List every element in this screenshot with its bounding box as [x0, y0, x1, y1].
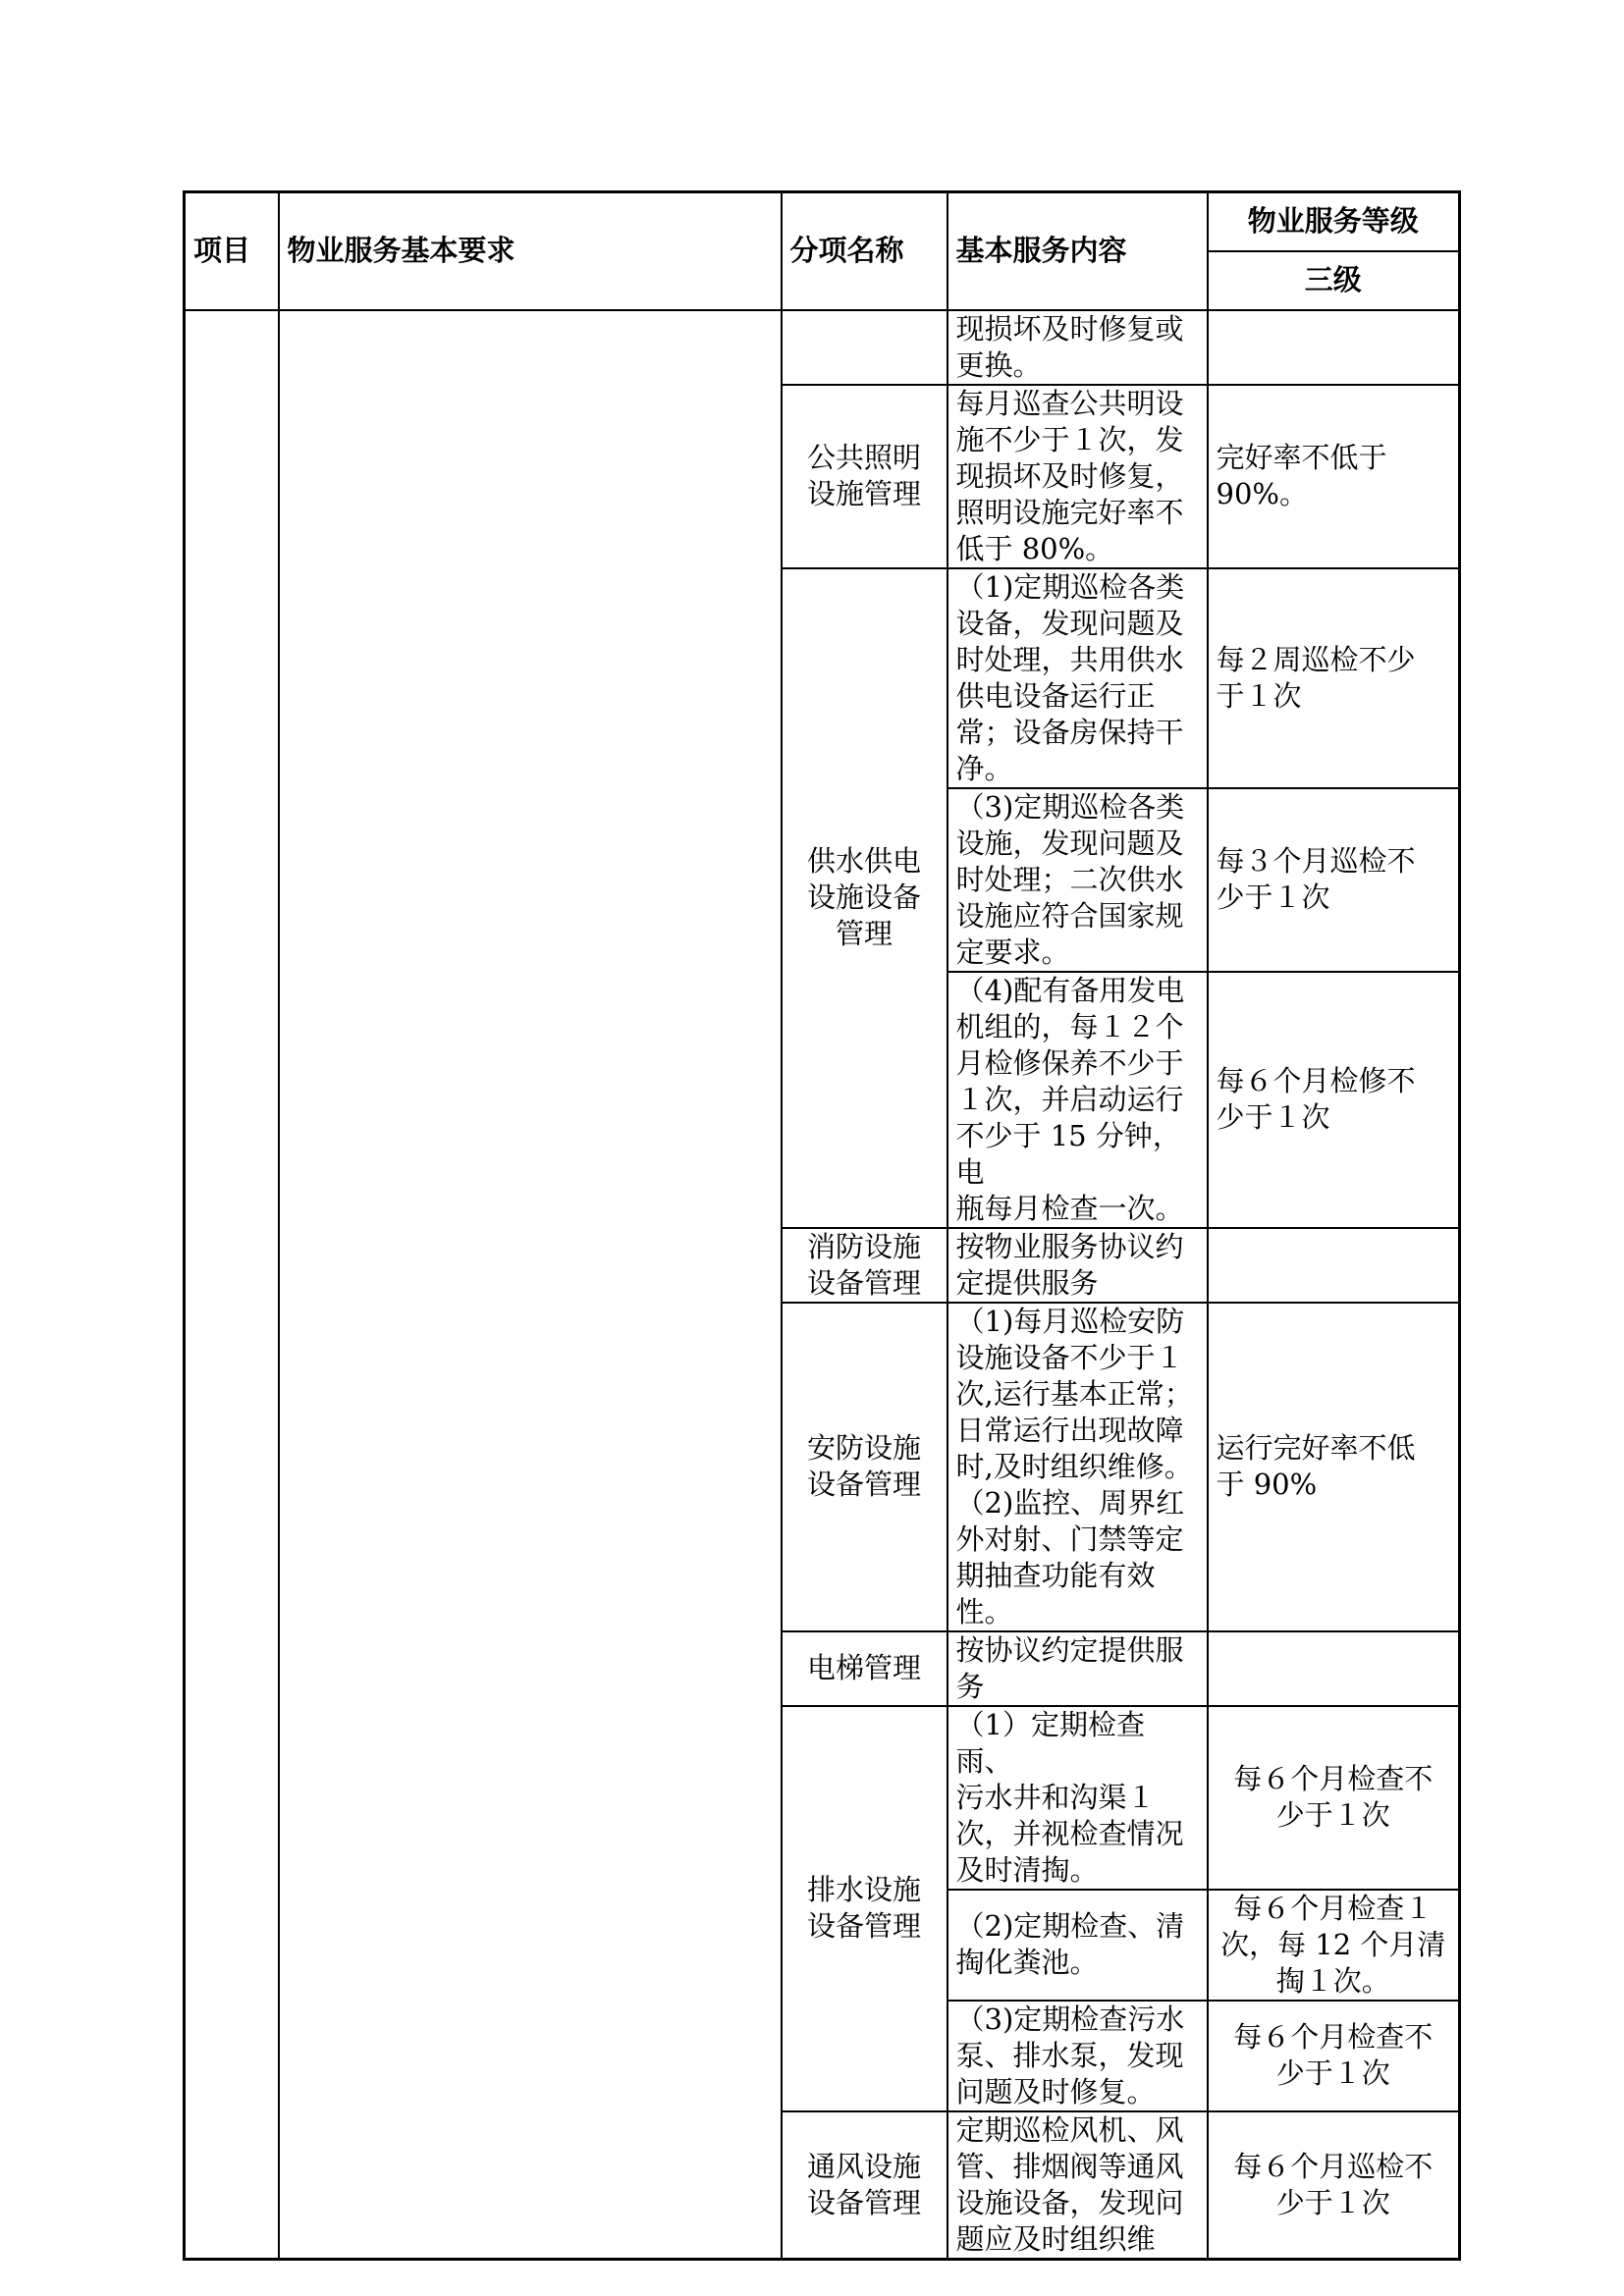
content-cell: 按物业服务协议约 定提供服务	[947, 1228, 1208, 1303]
content-cell: （3)定期检查污水 泵、排水泵，发现 问题及时修复。	[947, 2001, 1208, 2111]
content-cell: （2)定期检查、清 掏化粪池。	[947, 1890, 1208, 2001]
grade-cell: 每６个月检查不 少于１次	[1208, 1706, 1460, 1890]
grade-cell: 每６个月检修不 少于１次	[1208, 972, 1460, 1228]
sub-item-cell: 电梯管理	[782, 1631, 947, 1706]
content-cell: （1)每月巡检安防 设施设备不少于１ 次,运行基本正常； 日常运行出现故障 时,及时组织维修。 （2)监控、周界红 外对射、门禁等定 期抽查功能有效 性。	[947, 1303, 1208, 1631]
sub-item-cell: 通风设施 设备管理	[782, 2111, 947, 2260]
content-cell: （3)定期巡检各类 设施，发现问题及 时处理；二次供水 设施应符合国家规 定要求。	[947, 788, 1208, 972]
content-cell: 定期巡检风机、风 管、排烟阀等通风 设施设备，发现问 题应及时组织维	[947, 2111, 1208, 2260]
grade-cell: 每６个月巡检不 少于１次	[1208, 2111, 1460, 2260]
table-row	[185, 310, 1460, 385]
header-content: 基本服务内容	[947, 192, 1208, 310]
header-item: 项目	[185, 192, 279, 310]
header-grade-level: 三级	[1208, 251, 1460, 310]
sub-item-cell: 消防设施 设备管理	[782, 1228, 947, 1303]
item-cell	[185, 310, 279, 2260]
content-cell: （1）定期检查雨、 污水井和沟渠１ 次，并视检查情况 及时清掏。	[947, 1706, 1208, 1890]
requirement-cell	[279, 310, 782, 2260]
sub-item-cell: 排水设施 设备管理	[782, 1706, 947, 2111]
grade-cell: 每３个月巡检不 少于１次	[1208, 788, 1460, 972]
grade-cell: 运行完好率不低 于 90%	[1208, 1303, 1460, 1631]
grade-cell	[1208, 1631, 1460, 1706]
sub-item-cell: 安防设施 设备管理	[782, 1303, 947, 1631]
grade-cell	[1208, 310, 1460, 385]
grade-cell: 每６个月检查不 少于１次	[1208, 2001, 1460, 2111]
content-cell: 现损坏及时修复或 更换。	[947, 310, 1208, 385]
header-grade-group: 物业服务等级	[1208, 192, 1460, 251]
service-standard-table	[183, 190, 1461, 2261]
sub-item-cell: 公共照明 设施管理	[782, 385, 947, 568]
header-sub-item: 分项名称	[782, 192, 947, 310]
header-requirement: 物业服务基本要求	[279, 192, 782, 310]
grade-cell: 每２周巡检不少 于１次	[1208, 568, 1460, 788]
grade-cell: 完好率不低于 90%。	[1208, 385, 1460, 568]
content-cell: 每月巡查公共明设 施不少于１次，发 现损坏及时修复， 照明设施完好率不 低于 80%。	[947, 385, 1208, 568]
sub-item-cell	[782, 310, 947, 385]
header-row	[185, 192, 1460, 251]
grade-cell	[1208, 1228, 1460, 1303]
content-cell: （1)定期巡检各类 设备，发现问题及 时处理，共用供水 供电设备运行正 常；设备房保持干 净。	[947, 568, 1208, 788]
sub-item-cell: 供水供电 设施设备 管理	[782, 568, 947, 1228]
content-cell: （4)配有备用发电 机组的，每１２个 月检修保养不少于 １次，并启动运行 不少于 15 分钟，电 瓶每月检查一次。	[947, 972, 1208, 1228]
grade-cell: 每６个月检查１ 次，每 12 个月清 掏１次。	[1208, 1890, 1460, 2001]
content-cell: 按协议约定提供服 务	[947, 1631, 1208, 1706]
